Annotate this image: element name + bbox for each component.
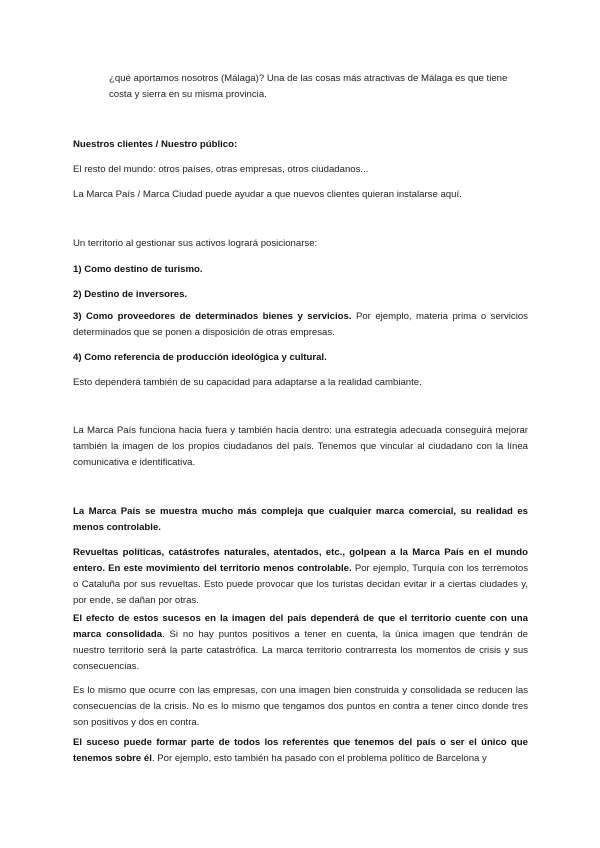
territorio-item-3-text: Por ejemplo, materia prima o servicios determinados que se ponen a disposición de otras empresas. [73, 311, 528, 338]
marca-pais-paragraph-4 [73, 611, 528, 675]
marca-pais-paragraph-3-bold: Revueltas políticas, catástrofes naturales, atentados, etc., golpean a la Marca País en el mundo entero. En este movimiento del territorio menos controlable. [73, 547, 528, 574]
marca-pais-paragraph-6-bold: El suceso puede formar parte de todos los referentes que tenemos del país o ser el único que tenemos sobre él [73, 737, 528, 764]
territorio-item-4 [73, 350, 528, 366]
clientes-line-1: El resto del mundo: otros países, otras empresas, otros ciudadanos... [73, 164, 369, 175]
intro-paragraph: ¿qué aportamos nosotros (Málaga)? Una de las cosas más atractivas de Málaga es que tiene costa y sierra en su misma provincia. [109, 73, 508, 100]
territorio-item-2 [73, 287, 528, 303]
marca-pais-paragraph-3-text: Por ejemplo, Turquía con los terremotos o Cataluña por sus revueltas. Esto puede provocar que los turistas decidan evitar ir a ciertas ciudades y, por ende, se dañan por otras. [73, 563, 528, 606]
territorio-item-1 [73, 262, 528, 278]
territorio-item-4-bold: 4) Como referencia de producción ideológica y cultural. [73, 352, 327, 363]
clientes-heading: Nuestros clientes / Nuestro público: [73, 139, 238, 150]
marca-pais-paragraph-6-text: . Por ejemplo, esto también ha pasado con el problema político de Barcelona y [151, 753, 487, 764]
marca-pais-paragraph-5: Es lo mismo que ocurre con las empresas, con una imagen bien construida y consolidada se reducen las consecuencias de la crisis. No es lo mismo que tengamos dos puntos en contra a tener cinco donde tres son positivos y dos en contra. [73, 685, 528, 728]
marca-pais-paragraph-2: La Marca País se muestra mucho más compleja que cualquier marca comercial, su realidad es menos controlable. [73, 506, 528, 533]
territorio-item-1-bold: 1) Como destino de turismo. [73, 264, 203, 275]
clientes-line-2: La Marca País / Marca Ciudad puede ayudar a que nuevos clientes quieran instalarse aquí. [73, 189, 462, 200]
territorio-item-3 [73, 309, 528, 341]
territorio-item-2-bold: 2) Destino de inversores. [73, 289, 188, 300]
marca-pais-paragraph-4-bold: El efecto de estos sucesos en la imagen del país dependerá de que el territorio cuente con una marca consolidada [73, 613, 528, 640]
marca-pais-paragraph-1: La Marca País funciona hacia fuera y también hacia dentro: una estrategia adecuada conseguirá mejorar también la imagen de los propios ciudadanos del país. Tenemos que vincular al ciudadano con la línea comunicativa e identificativa. [73, 425, 528, 468]
marca-pais-paragraph-4-text: . Si no hay puntos positivos a tener en cuenta, la única imagen que tendrán de nuestro territorio será la parte catastrófica. La marca territorio contrarresta los momentos de crisis y sus consecuencias. [73, 629, 529, 672]
territorio-item-3-bold: 3) Como proveedores de determinados bienes y servicios. [73, 311, 352, 322]
territorio-intro: Un territorio al gestionar sus activos logrará posicionarse: [73, 238, 318, 249]
marca-pais-paragraph-6 [73, 735, 528, 767]
territorio-conclusion: Esto dependerá también de su capacidad para adaptarse a la realidad cambiante. [73, 377, 422, 388]
marca-pais-paragraph-3 [73, 545, 528, 609]
